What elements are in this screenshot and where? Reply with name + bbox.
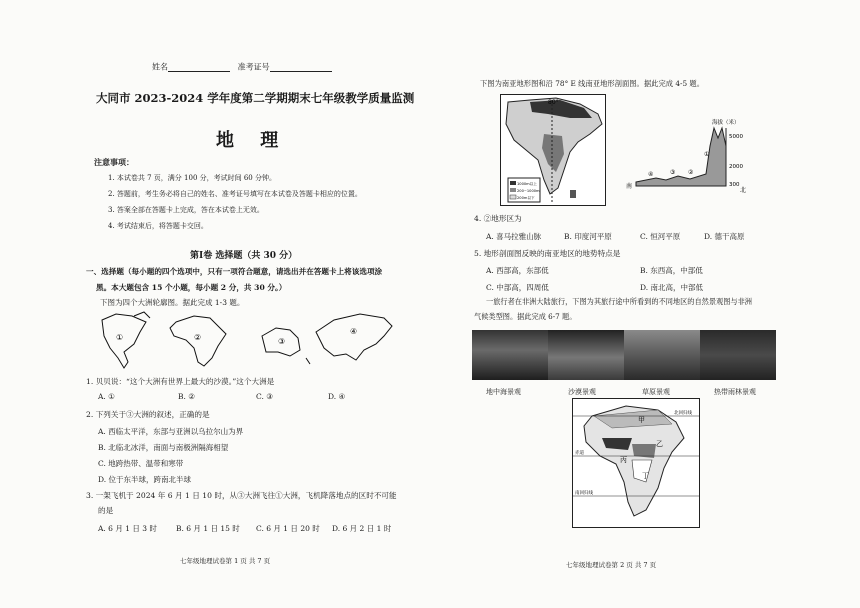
- q5-option-d: D. 南北高，中部低: [640, 283, 704, 292]
- legend-mid: 200~1000m: [517, 189, 540, 193]
- map-intro: 下图为四个大洲轮廓图。据此完成 1-3 题。: [100, 298, 245, 307]
- photo-caption: 草原景观: [642, 388, 670, 396]
- continent-outlines: [94, 310, 394, 372]
- zone-label: 甲: [638, 416, 645, 424]
- asia-outline: [316, 314, 392, 360]
- q2-option-b: B. 北临北冰洋，南面与南极洲隔海相望: [98, 443, 229, 452]
- q3-option-c: C. 6 月 1 日 20 时: [256, 524, 320, 533]
- question-3-stem: 3. 一架飞机于 2024 年 6 月 1 日 10 时，从③大洲飞往①大洲，飞机降落地点的区时不可能: [86, 491, 397, 500]
- note-item: 4. 考试结束后，将答题卡交回。: [108, 222, 208, 230]
- photo-caption: 热带雨林景观: [714, 388, 756, 396]
- q4-option-b: B. 印度河平原: [564, 232, 612, 241]
- q2-option-d: D. 位于东半球，跨南北半球: [98, 475, 192, 484]
- q1-option-a: A. ①: [98, 392, 115, 401]
- continent-label: ①: [116, 333, 124, 342]
- q2-option-a: A. 西临太平洋，东部与亚洲以乌拉尔山为界: [98, 427, 244, 436]
- equator-label: 赤道: [575, 451, 584, 456]
- q5-option-a: A. 西部高，东部低: [486, 266, 549, 275]
- q4-option-a: A. 喜马拉雅山脉: [486, 232, 542, 241]
- page-footer: 七年级地理试卷第 2 页 共 7 页: [566, 561, 657, 569]
- mediterranean-photo: [472, 330, 548, 380]
- profile-point: ④: [648, 171, 654, 178]
- south-asia-map: [500, 94, 606, 206]
- savanna-photo: [624, 330, 700, 380]
- legend-high: 1000m以上: [517, 182, 537, 186]
- africa-intro-2: 气候类型图。据此完成 6-7 题。: [474, 312, 577, 321]
- page-footer: 七年级地理试卷第 1 页 共 7 页: [180, 557, 271, 565]
- rainforest-photo: [700, 330, 776, 380]
- q1-option-b: B. ②: [178, 392, 196, 401]
- oceania-outline: [262, 328, 310, 364]
- profile-ylabel: 海拔（米）: [712, 120, 740, 126]
- tick-5000: 5000: [729, 134, 743, 140]
- south-asia-intro: 下图为南亚地形图和沿 78° E 线南亚地形剖面图。据此完成 4-5 题。: [480, 79, 705, 88]
- tropic-cancer-label: 北回归线: [674, 411, 692, 416]
- profile-north: 北: [740, 187, 747, 194]
- profile-point: ③: [670, 169, 676, 176]
- notes-title: 注意事项：: [94, 157, 134, 167]
- q3-option-a: A. 6 月 1 日 3 时: [98, 524, 157, 533]
- profile-point: ①: [704, 151, 710, 158]
- instructions-line-1: 一、选择题（每小题的四个选项中，只有一项符合题意，请选出并在答题卡上将该选项涂: [86, 267, 383, 276]
- zone-label: 丁: [642, 472, 649, 480]
- north-america-outline: [102, 312, 150, 368]
- profile-point: ②: [688, 169, 694, 176]
- section-title: 第Ⅰ卷 选择题（共 30 分）: [190, 251, 298, 261]
- note-item: 1. 本试卷共 7 页，满分 100 分，考试时间 60 分钟。: [108, 174, 276, 182]
- continent-label: ③: [278, 337, 286, 346]
- tick-300: 300: [729, 182, 740, 188]
- question-2-stem: 2. 下列关于③大洲的叙述，正确的是: [86, 410, 210, 419]
- question-3-stem-cont: 的是: [98, 506, 114, 515]
- q1-option-d: D. ④: [328, 392, 346, 401]
- profile-south: 南: [626, 183, 633, 190]
- tropic-capricorn-label: 南回归线: [575, 491, 593, 496]
- africa-intro-1: 一旅行者在非洲大陆旅行，下图为其旅行途中所看到的不同地区的自然景观图与非洲: [486, 297, 752, 306]
- legend-low: 200m以下: [517, 196, 535, 200]
- q2-option-c: C. 地跨热带、温带和寒带: [98, 459, 184, 468]
- latitude-label: 80°: [548, 99, 559, 106]
- exam-no-label: 准考证号: [237, 62, 270, 72]
- africa-climate-map: [572, 398, 700, 528]
- q5-option-c: C. 中部高，四周低: [486, 283, 549, 292]
- note-item: 2. 答题前，考生务必将自己的姓名、准考证号填写在本试卷及答题卡相应的位置。: [108, 190, 362, 198]
- terrain-profile: [626, 116, 750, 194]
- desert-photo: [548, 330, 624, 380]
- q4-option-d: D. 德干高原: [704, 232, 745, 241]
- subject-title: 地 理: [216, 130, 289, 151]
- right-page: [430, 0, 860, 608]
- continent-label: ②: [194, 333, 202, 342]
- question-5-stem: 5. 地形剖面图反映的南亚地区的地势特点是: [474, 249, 621, 258]
- instructions-line-2: 黑。本大题包含 15 个小题，每小题 2 分，共 30 分。）: [96, 283, 287, 292]
- q1-option-c: C. ③: [256, 392, 273, 401]
- zone-label: 乙: [656, 440, 663, 448]
- photo-caption: 沙漠景观: [568, 388, 596, 396]
- q3-option-b: B. 6 月 1 日 15 时: [176, 524, 240, 533]
- zone-label: 丙: [620, 456, 627, 464]
- name-field: [152, 62, 332, 72]
- q5-option-b: B. 东西高，中部低: [640, 266, 703, 275]
- question-1-stem: 1. 贝贝说：“这个大洲有世界上最大的沙漠。”这个大洲是: [86, 377, 275, 386]
- note-item: 3. 答案全部在答题卡上完成，答在本试卷上无效。: [108, 206, 264, 214]
- question-4-stem: 4. ②地形区为: [474, 214, 522, 223]
- tick-2000: 2000: [729, 164, 743, 170]
- exam-title: 大同市 2023-2024 学年度第二学期期末七年级教学质量监测: [96, 91, 415, 105]
- continent-label: ④: [350, 327, 358, 336]
- name-label: 姓名: [152, 62, 168, 72]
- q3-option-d: D. 6 月 2 日 1 时: [332, 524, 392, 533]
- q4-option-c: C. 恒河平原: [640, 232, 681, 241]
- photo-caption: 地中海景观: [486, 388, 521, 396]
